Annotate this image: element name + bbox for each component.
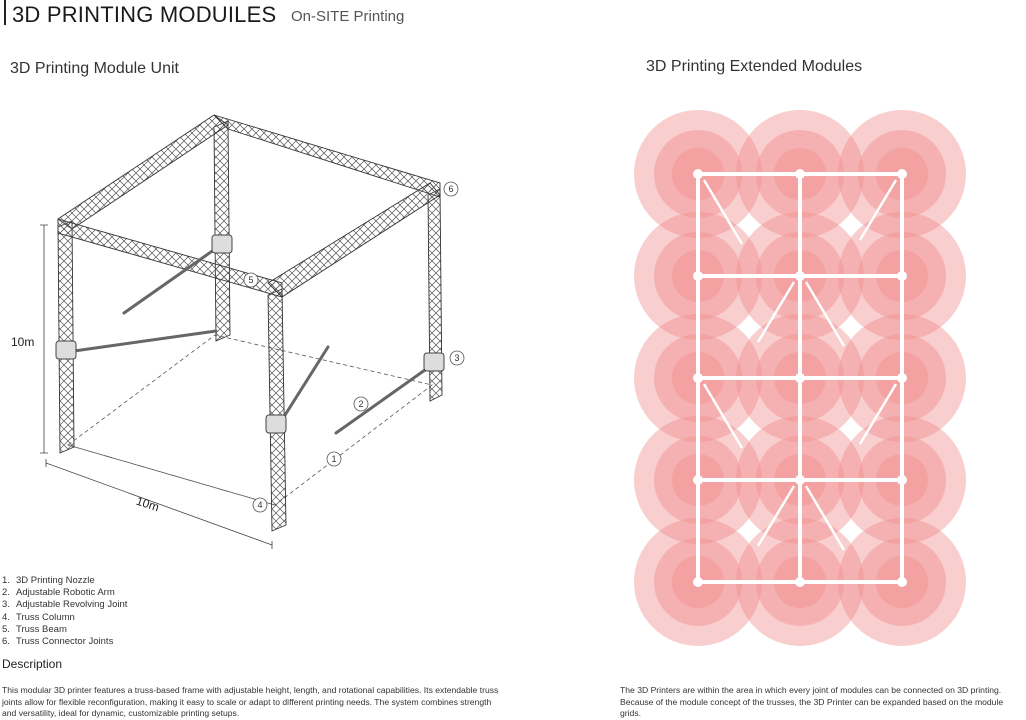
- truss-node: [693, 271, 703, 281]
- truss-node: [795, 373, 805, 383]
- truss-column-left: [58, 221, 74, 453]
- title-accent-bar: [4, 0, 6, 25]
- truss-node: [897, 577, 907, 587]
- callout-label-6: 6: [448, 184, 454, 194]
- dimension-width-label: 10m: [134, 493, 161, 515]
- revolving-joint-back: [212, 235, 232, 253]
- robotic-arm-3: [280, 347, 328, 423]
- callout-label-3: 3: [454, 353, 460, 363]
- revolving-joint-left: [56, 341, 76, 359]
- module-unit-title: 3D Printing Module Unit: [10, 60, 179, 77]
- truss-node: [693, 475, 703, 485]
- extended-modules-diagram: [620, 100, 990, 660]
- legend-item: 1. 3D Printing Nozzle: [2, 575, 95, 586]
- extended-modules-title: 3D Printing Extended Modules: [646, 58, 863, 75]
- dimension-height-label: 10m: [11, 335, 35, 349]
- page-title: 3D PRINTING MODUILES: [12, 2, 277, 27]
- truss-node: [693, 169, 703, 179]
- truss-node: [795, 475, 805, 485]
- truss-node: [897, 373, 907, 383]
- robotic-arm-4: [336, 365, 432, 433]
- truss-node: [897, 271, 907, 281]
- truss-beam-front-right: [268, 183, 440, 297]
- truss-node: [693, 373, 703, 383]
- truss-node: [795, 271, 805, 281]
- truss-beam-back-left: [58, 115, 228, 229]
- robotic-arm-2: [74, 331, 216, 351]
- revolving-joint-front: [266, 415, 286, 433]
- legend-item: 2. Adjustable Robotic Arm: [2, 587, 115, 599]
- page-subtitle: On-SITE Printing: [291, 8, 405, 25]
- truss-node: [795, 169, 805, 179]
- legend-item: 5. Truss Beam: [2, 623, 67, 635]
- truss-node: [897, 169, 907, 179]
- description-heading: Description: [2, 657, 63, 671]
- truss-node: [795, 577, 805, 587]
- truss-column-back: [214, 121, 230, 341]
- truss-column-front: [268, 289, 286, 531]
- legend-item: 4. Truss Column: [2, 611, 75, 623]
- truss-beam-back-right: [214, 115, 440, 197]
- revolving-joint-right: [424, 353, 444, 371]
- extended-description-text: The 3D Printers are within the area in which every joint of modules can be connected on 3D printing. Because of the module concept of the trusses, the 3D Printer can be expanded based on the module grids.: [620, 685, 1004, 718]
- truss-node: [897, 475, 907, 485]
- callout-label-4: 4: [257, 500, 263, 510]
- component-legend: [2, 575, 127, 648]
- legend-item: 3. Adjustable Revolving Joint: [2, 599, 128, 611]
- floor-outline: [68, 335, 432, 505]
- callout-label-1: 1: [331, 454, 337, 464]
- truss-module-isometric-drawing: [0, 85, 480, 565]
- callout-label-5: 5: [248, 275, 254, 285]
- description-text: This modular 3D printer features a truss-based frame with adjustable height, length, and rotational capabilities. Its extendable truss joints allow for flexible reconfiguration, making it easy to scale or adapt to different printing needs. The system combines strength and versatility, ideal for dynamic, customizable printing setups.: [2, 685, 499, 718]
- callout-label-2: 2: [358, 399, 364, 409]
- truss-node: [693, 577, 703, 587]
- legend-item: 6. Truss Connector Joints: [2, 636, 114, 648]
